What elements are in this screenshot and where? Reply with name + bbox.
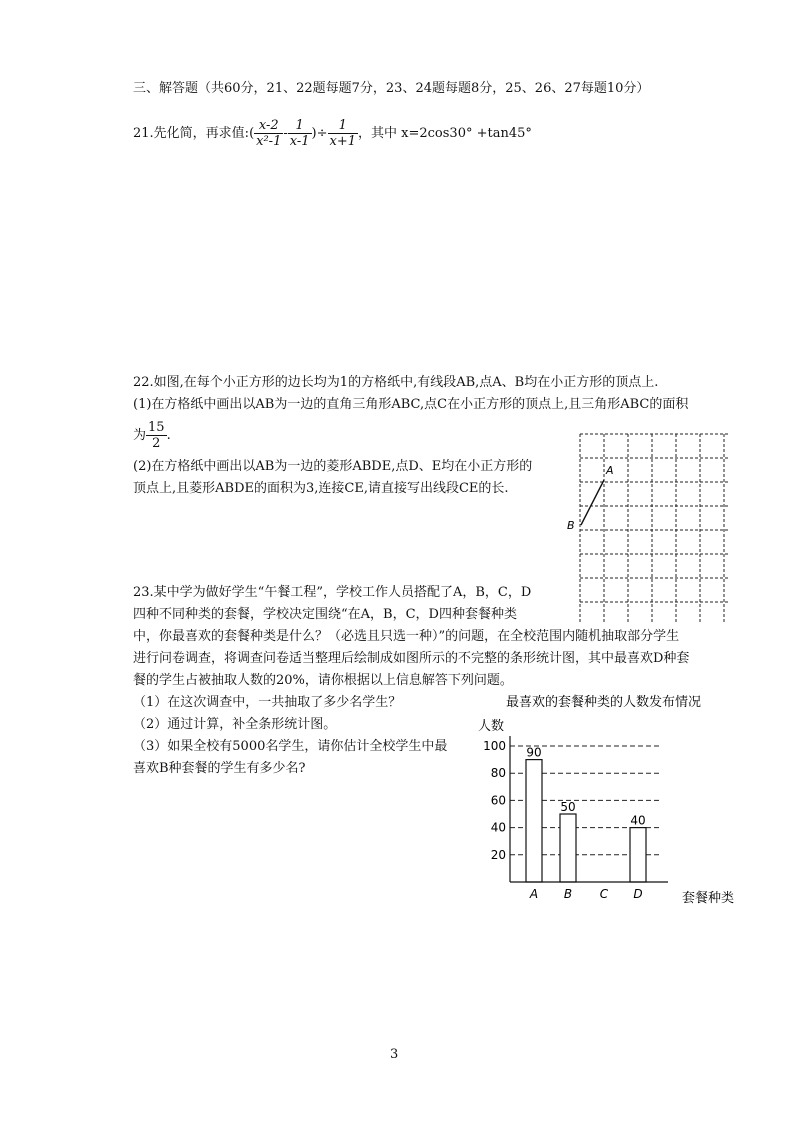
y-tick-label: 100 xyxy=(483,739,506,753)
y-tick-label: 60 xyxy=(490,793,506,808)
q21-open-paren: ( xyxy=(249,126,255,141)
q21-f1-den: x²-1 xyxy=(256,134,282,149)
chart-data-labels xyxy=(526,746,645,828)
bar-chart xyxy=(472,688,744,910)
q22-line4: (2)在方格纸中画出以AB为一边的菱形ABDE,点D、E均在小正方形的 xyxy=(133,459,533,474)
q23-line1: 23.某中学为做好学生“午餐工程”，学校工作人员搭配了A，B，C，D xyxy=(133,585,532,600)
q23-line2: 四种不同种类的套餐，学校决定围绕“在A，B，C，D四种套餐种类 xyxy=(133,607,517,622)
x-axis-label: 套餐种类 xyxy=(682,891,735,906)
q22-line2: (1)在方格纸中画出以AB为一边的直角三角形ABC,点C在小正方形的顶点上,且三角形ABC的面积 xyxy=(133,397,689,412)
x-tick-label: B xyxy=(563,887,573,901)
q23-line3: 中，你最喜欢的套餐种类是什么？（必选且只选一种）”的问题，在全校范围内随机抽取部分学生 xyxy=(133,629,680,644)
q22-line3 xyxy=(133,418,171,454)
data-label-A: 90 xyxy=(526,745,542,760)
q22-area-num: 15 xyxy=(148,420,165,435)
q21-f3-num: 1 xyxy=(328,118,359,134)
data-label-D: 40 xyxy=(630,813,646,828)
q21-prefix: 21.先化简，再求值: xyxy=(133,126,250,141)
section-header: 三、解答题（共60分，21、22题每题7分，23、24题每题8分，25、26、27每题10分） xyxy=(133,81,650,96)
q22-line3-suffix: . xyxy=(166,428,171,443)
q22-area-den: 2 xyxy=(152,436,161,451)
label-a: A xyxy=(606,464,614,477)
q22-line3-prefix: 为 xyxy=(133,428,147,443)
y-tick-label: 20 xyxy=(490,847,506,862)
chart-x-ticks xyxy=(529,887,643,901)
q23-line4: 进行问卷调查，将调查问卷适当整理后绘制成如图所示的不完整的条形统计图，其中最喜欢D种套 xyxy=(133,651,690,666)
question-21 xyxy=(133,114,532,154)
q23-sub3a: （3）如果全校有5000名学生，请你估计全校学生中最 xyxy=(133,739,448,754)
q22-area-fraction xyxy=(146,420,167,451)
q21-f1-num: x-2 xyxy=(254,118,283,134)
segment-ab xyxy=(581,480,604,525)
q23-sub1: （1）在这次调查中，一共抽取了多少名学生？ xyxy=(133,695,402,710)
q21-fraction-2 xyxy=(288,118,312,149)
chart-title: 最喜欢的套餐种类的人数发布情况 xyxy=(506,695,702,710)
bar-A xyxy=(526,760,542,882)
bar-B xyxy=(560,814,576,882)
q21-fraction-1 xyxy=(254,118,283,149)
grid-lines xyxy=(580,434,730,624)
q23-sub3b: 喜欢B种套餐的学生有多少名? xyxy=(133,761,306,776)
x-tick-label: A xyxy=(529,887,539,901)
label-b: B xyxy=(567,519,575,532)
q21-f3-den: x+1 xyxy=(329,134,357,149)
bar-D xyxy=(630,828,646,882)
q21-f2-den: x-1 xyxy=(289,134,310,149)
grid-figure xyxy=(560,428,730,624)
q21-minus: - xyxy=(283,126,288,141)
q23-line5: 餐的学生占被抽取人数的20%，请你根据以上信息解答下列问题。 xyxy=(133,673,513,688)
q21-close-div: )÷ xyxy=(311,126,328,141)
q22-line1: 22.如图,在每个小正方形的边长均为1的方格纸中,有线段AB,点A、B均在小正方形的顶点上. xyxy=(133,375,659,390)
page-number: 3 xyxy=(390,1047,399,1062)
q21-fraction-3 xyxy=(328,118,359,149)
y-axis-label: 人数 xyxy=(478,719,505,734)
x-tick-label: C xyxy=(599,887,609,901)
q22-line5: 顶点上,且菱形ABDE的面积为3,连接CE,请直接写出线段CE的长. xyxy=(133,481,509,496)
q21-f2-num: 1 xyxy=(288,118,312,134)
data-label-B: 50 xyxy=(560,800,576,814)
y-tick-label: 40 xyxy=(490,820,506,835)
y-tick-label: 80 xyxy=(490,766,506,781)
q23-sub2: （2）通过计算，补全条形统计图。 xyxy=(133,717,337,732)
x-tick-label: D xyxy=(633,887,643,901)
chart-bars xyxy=(526,760,646,882)
q21-suffix: ，其中 x=2cos30° +tan45° xyxy=(358,126,532,141)
chart-y-ticks xyxy=(483,739,506,862)
